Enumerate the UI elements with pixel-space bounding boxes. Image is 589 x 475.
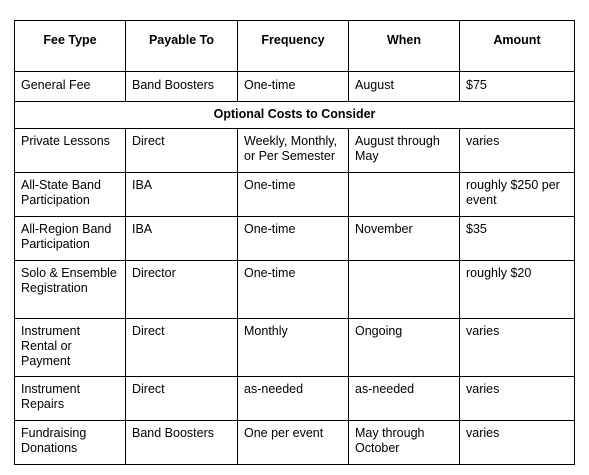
cell-fee-type: General Fee xyxy=(15,72,126,102)
cell-amount: varies xyxy=(460,129,575,173)
cell-amount: varies xyxy=(460,377,575,421)
cell-fee-type: All-Region Band Participation xyxy=(15,217,126,261)
cell-frequency: One per event xyxy=(238,421,349,465)
cell-when: Ongoing xyxy=(349,319,460,377)
cell-fee-type: Instrument Rental or Payment xyxy=(15,319,126,377)
cell-frequency: One-time xyxy=(238,217,349,261)
table-row xyxy=(15,217,575,261)
header-when: When xyxy=(349,21,460,72)
cell-when: August through May xyxy=(349,129,460,173)
section-title: Optional Costs to Consider xyxy=(15,102,575,129)
cell-payable-to: Direct xyxy=(126,129,238,173)
cell-amount: roughly $250 per event xyxy=(460,173,575,217)
table-row xyxy=(15,377,575,421)
cell-frequency: as-needed xyxy=(238,377,349,421)
cell-payable-to: Direct xyxy=(126,377,238,421)
header-payable-to: Payable To xyxy=(126,21,238,72)
table-row xyxy=(15,319,575,377)
table-row xyxy=(15,129,575,173)
cell-when xyxy=(349,173,460,217)
header-fee-type: Fee Type xyxy=(15,21,126,72)
cell-when xyxy=(349,261,460,319)
cell-amount: $35 xyxy=(460,217,575,261)
cell-amount: varies xyxy=(460,319,575,377)
cell-when: May through October xyxy=(349,421,460,465)
cell-fee-type: All-State Band Participation xyxy=(15,173,126,217)
section-row xyxy=(15,102,575,129)
cell-frequency: One-time xyxy=(238,173,349,217)
header-frequency: Frequency xyxy=(238,21,349,72)
cell-when: November xyxy=(349,217,460,261)
fee-table xyxy=(14,20,575,465)
cell-frequency: One-time xyxy=(238,72,349,102)
cell-fee-type: Instrument Repairs xyxy=(15,377,126,421)
cell-payable-to: IBA xyxy=(126,173,238,217)
cell-payable-to: Band Boosters xyxy=(126,72,238,102)
cell-frequency: One-time xyxy=(238,261,349,319)
cell-amount: roughly $20 xyxy=(460,261,575,319)
cell-fee-type: Private Lessons xyxy=(15,129,126,173)
cell-frequency: Weekly, Monthly, or Per Semester xyxy=(238,129,349,173)
table-row xyxy=(15,261,575,319)
cell-payable-to: IBA xyxy=(126,217,238,261)
table-row xyxy=(15,421,575,465)
cell-payable-to: Band Boosters xyxy=(126,421,238,465)
cell-frequency: Monthly xyxy=(238,319,349,377)
table-row-general-fee xyxy=(15,72,575,102)
cell-fee-type: Solo & Ensemble Registration xyxy=(15,261,126,319)
cell-fee-type: Fundraising Donations xyxy=(15,421,126,465)
cell-amount: $75 xyxy=(460,72,575,102)
table-header-row xyxy=(15,21,575,72)
cell-when: August xyxy=(349,72,460,102)
cell-amount: varies xyxy=(460,421,575,465)
table-row xyxy=(15,173,575,217)
cell-payable-to: Director xyxy=(126,261,238,319)
cell-payable-to: Direct xyxy=(126,319,238,377)
header-amount: Amount xyxy=(460,21,575,72)
cell-when: as-needed xyxy=(349,377,460,421)
